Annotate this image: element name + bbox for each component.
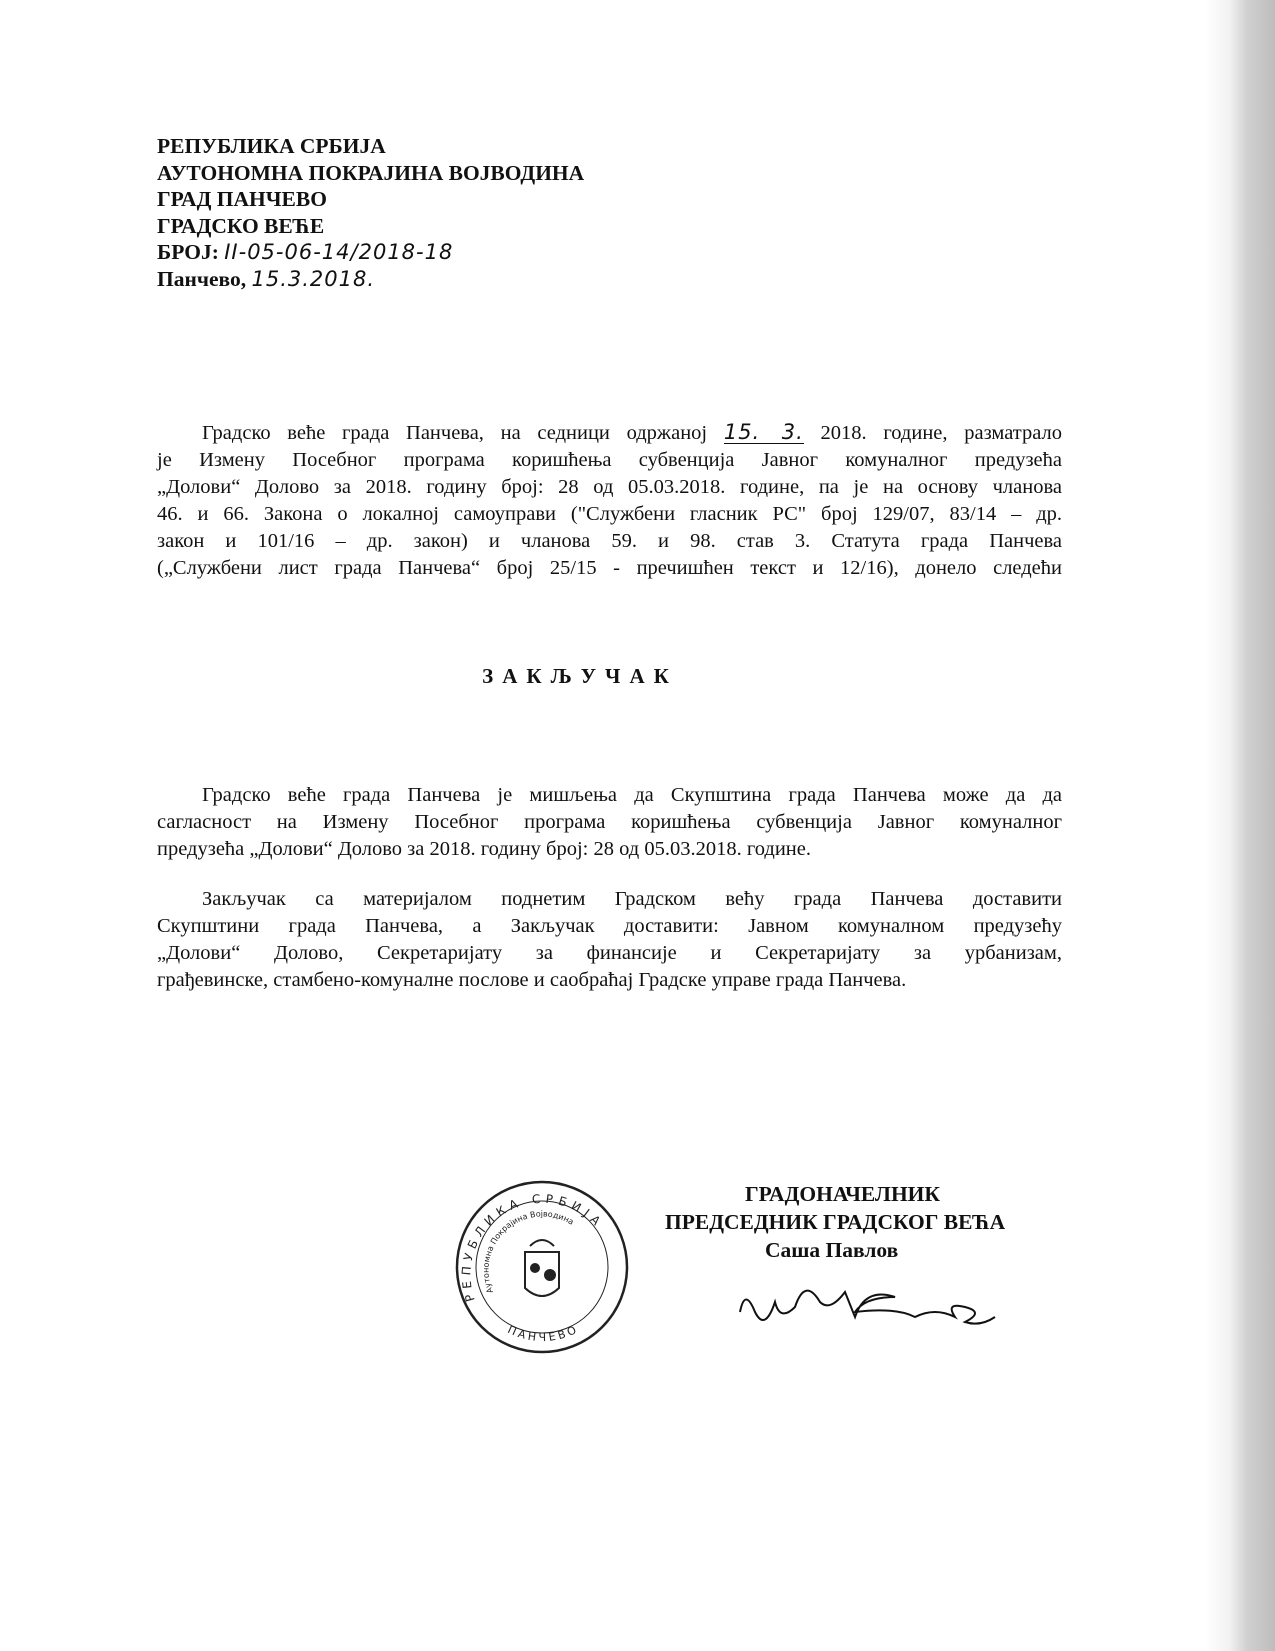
header-line: ГРАДСКО ВЕЋЕ xyxy=(157,213,325,238)
date-value: 15.3.2018. xyxy=(251,266,376,291)
intro-line: 46. и 66. Закона о локалној самоуправи ("Службени гласник РС" број 129/07, 83/14 – др. xyxy=(157,503,1062,525)
document-title: ЗАКЉУЧАК xyxy=(482,664,678,688)
intro-text: Градско веће града Панчева, на седници одржаној xyxy=(202,422,708,444)
signature-block xyxy=(665,1180,1006,1264)
conclusion-line: Градско веће града Панчева је мишљења да Скупштина града Панчева може да да xyxy=(202,784,1062,806)
document-header xyxy=(157,133,584,292)
stamp-middle-text: Аутономна Покрајина Војводина xyxy=(481,1209,576,1295)
official-stamp xyxy=(455,1180,630,1355)
conclusion-line: Закључак са материјалом поднетим Градском већу града Панчева доставити xyxy=(202,888,1062,910)
stamp-outer-text: РЕПУБЛИКА СРБИЈА xyxy=(459,1191,607,1304)
conclusion-paragraph-2 xyxy=(157,886,1062,994)
svg-text:ПАНЧЕВО xyxy=(506,1322,582,1344)
conclusion-line: „Долови“ Долово, Секретаријату за финансије и Секретаријату за урбанизам, xyxy=(157,942,1062,964)
header-line: АУТОНОМНА ПОКРАЈИНА ВОЈВОДИНА xyxy=(157,160,585,185)
document-number xyxy=(157,239,584,266)
number-label: БРОЈ: xyxy=(157,240,219,264)
signatory-title: ГРАДОНАЧЕЛНИК xyxy=(745,1182,940,1206)
session-date: 15. 3. xyxy=(723,420,804,444)
conclusion-paragraph-1 xyxy=(157,782,1062,863)
intro-line: „Долови“ Долово за 2018. годину број: 28 од 05.03.2018. године, па је на основу чланова xyxy=(157,476,1062,498)
document-place-date xyxy=(157,266,584,293)
intro-line: („Службени лист града Панчева“ број 25/15 - пречишћен текст и 12/16), донело следећи xyxy=(157,557,1062,579)
place-label: Панчево, xyxy=(157,266,247,291)
intro-line xyxy=(157,420,1062,447)
stamp-bottom-text: ПАНЧЕВО xyxy=(505,1322,582,1345)
intro-line: закон и 101/16 – др. закон) и чланова 59. и 98. став 3. Статута града Панчева xyxy=(157,530,1062,552)
header-line: ГРАД ПАНЧЕВО xyxy=(157,187,327,211)
signatory-title: ПРЕДСЕДНИК ГРАДСКОГ ВЕЋА xyxy=(665,1210,1006,1234)
conclusion-line: грађевинске, стамбено-комуналне послове и саобраћај Градске управе града Панчева. xyxy=(157,969,907,991)
conclusion-line: предузећа „Долови“ Долово за 2018. годину број: 28 од 05.03.2018. године. xyxy=(157,838,811,860)
signatory-name: Саша Павлов xyxy=(765,1238,899,1262)
conclusion-line: сагласност на Измену Посебног програма коришћења субвенција Јавног комуналног xyxy=(157,811,1062,833)
number-value: II-05-06-14/2018-18 xyxy=(224,240,454,264)
conclusion-line: Скупштини града Панчева, а Закључак доставити: Јавном комуналном предузећу xyxy=(157,915,1062,937)
scan-edge-shadow xyxy=(1205,0,1275,1651)
header-line: РЕПУБЛИКА СРБИЈА xyxy=(157,134,386,158)
intro-text: 2018. године, разматрало xyxy=(820,422,1062,444)
handwritten-signature xyxy=(720,1272,1020,1342)
intro-paragraph xyxy=(157,420,1062,582)
intro-line: је Измену Посебног програма коришћења субвенција Јавног комуналног предузећа xyxy=(157,449,1062,471)
